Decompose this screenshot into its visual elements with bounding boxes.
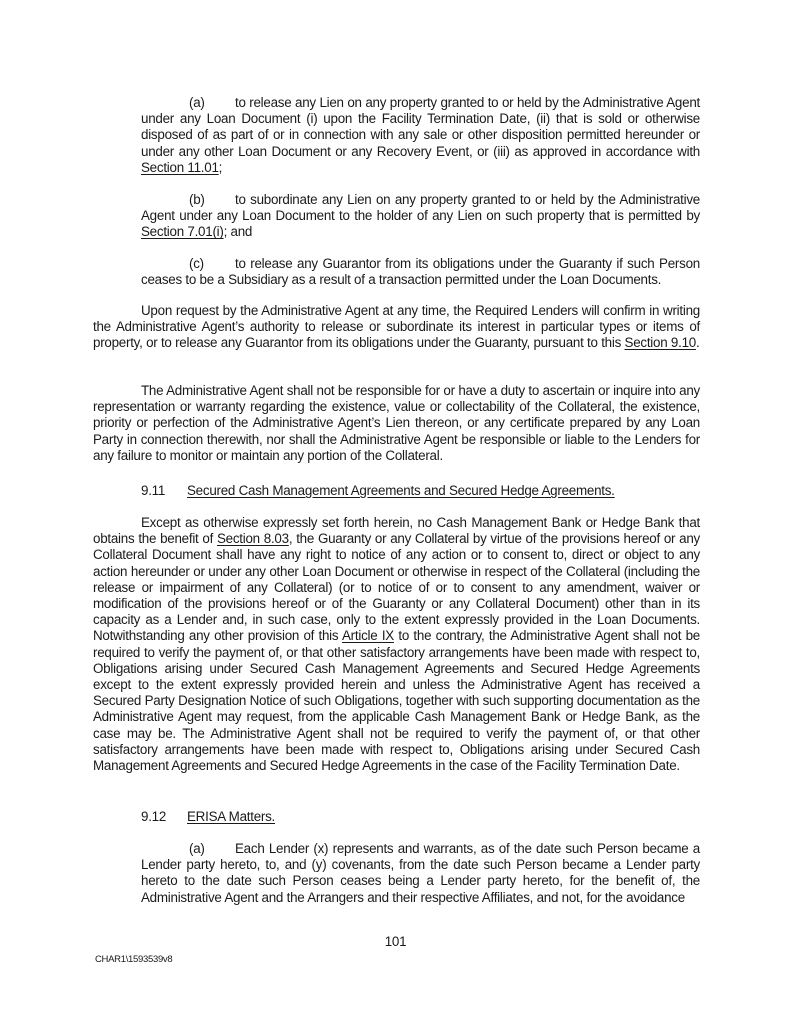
clause-c-guarantor	[141, 256, 700, 288]
clause-b-subordinate	[141, 192, 700, 241]
clause-text-end: ; and	[223, 224, 253, 240]
paragraph-text-end: .	[695, 335, 700, 351]
paragraph-text: , the Guaranty or any Collateral by virtue of the provisions hereof or any Collateral Document shall have any right to notice of any action or to consent to, direct or object to any action hereunder or under any other Loan Document or otherwise in respect of the Collateral (including the release or impairment of any Collateral) (or to notice of or to consent to any amendment, waiver or modification of the provisions hereof or of the Guaranty or any Collateral Document) other than in its capacity as a Lender and, in such case, only to the extent expressly provided in the Loan Documents. Notwithstanding any other provision of this	[93, 531, 700, 644]
section-9-10-link[interactable]: Section 9.10	[624, 335, 696, 351]
clause-text: to release any Lien on any property granted to or held by the Administrative Agent under any Loan Document (i) upon the Facility Termination Date, (ii) that is sold or otherwise disposed of as part of or in connection with any sale or other disposition permitted hereunder or under any other Loan Document or any Recovery Event, or (iii) as approved in accordance with	[141, 95, 700, 159]
paragraph-text: The Administrative Agent shall not be responsible for or have a duty to ascertain or inquire into any representation or warranty regarding the existence, value or collectability of the Collateral, the existence, priority or perfection of the Administrative Agent’s Lien thereon, or any certificate prepared by any Loan Party in connection therewith, nor shall the Administrative Agent be responsible or liable to the Lenders for any failure to monitor or maintain any portion of the Collateral.	[93, 383, 700, 463]
paragraph-except	[93, 515, 700, 774]
clause-text-end: ;	[218, 159, 223, 175]
paragraph-text: Upon request by the Administrative Agent at any time, the Required Lenders will confirm in writing the Administrative Agent’s authority to release or subordinate its interest in particular types or items of property, or to release any Guarantor from its obligations under the Guaranty, pursuant to this	[93, 303, 700, 351]
clause-text: to release any Guarantor from its obligations under the Guaranty if such Person ceases to be a Subsidiary as a result of a transaction permitted under the Loan Documents.	[141, 256, 700, 288]
section-title: ERISA Matters.	[187, 809, 276, 824]
paragraph-text: Except as otherwise expressly set forth herein, no Cash Management Bank or Hedge Bank that obtains the benefit of	[93, 515, 700, 547]
section-title: Secured Cash Management Agreements and Secured Hedge Agreements.	[187, 483, 615, 498]
page-number: 101	[384, 934, 407, 949]
clause-label: (a)	[189, 95, 205, 110]
section-8-03-link[interactable]: Section 8.03	[216, 531, 289, 547]
clause-label: (c)	[189, 256, 204, 271]
document-id: CHAR1\1593539v8	[95, 954, 173, 965]
paragraph-not-responsible	[93, 383, 700, 464]
clause-text: Each Lender (x) represents and warrants, as of the date such Person became a Lender party hereto, to, and (y) covenants, from the date such Person became a Lender party hereto to the date such Person ceases being a Lender party hereto, for the benefit of, the Administrative Agent and the Arrangers and their respective Affiliates, and not, for the avoidance	[141, 841, 700, 905]
clause-label: (b)	[189, 192, 205, 207]
section-7-01-i-link[interactable]: Section 7.01(i)	[141, 224, 224, 240]
section-number: 9.11	[141, 483, 166, 498]
paragraph-upon-request	[93, 303, 700, 352]
clause-9-12-a	[141, 841, 700, 906]
paragraph-text: to the contrary, the Administrative Agent shall not be required to verify the payment of, or that other satisfactory arrangements have been made with respect to, Obligations arising under Secured Cash Management Agreements and Secured Hedge Agreements except to the extent expressly provided herein and unless the Administrative Agent has received a Secured Party Designation Notice of such Obligations, together with such supporting documentation as the Administrative Agent may request, from the applicable Cash Management Bank or Hedge Bank, as the case may be. The Administrative Agent shall not be required to verify the payment of, or that other satisfactory arrangements have been made with respect to, Obligations arising under Secured Cash Management Agreements and Secured Hedge Agreements in the case of the Facility Termination Date.	[93, 628, 700, 774]
section-heading-9-11	[141, 483, 615, 499]
section-11-01-link[interactable]: Section 11.01	[141, 159, 219, 175]
article-ix-link[interactable]: Article IX	[342, 628, 394, 644]
clause-label: (a)	[189, 841, 205, 856]
clause-a-release	[141, 95, 700, 176]
clause-text: to subordinate any Lien on any property granted to or held by the Administrative Agent under any Loan Document to the holder of any Lien on such property that is permitted by	[141, 192, 700, 224]
section-heading-9-12	[141, 809, 275, 825]
section-number: 9.12	[141, 809, 167, 824]
